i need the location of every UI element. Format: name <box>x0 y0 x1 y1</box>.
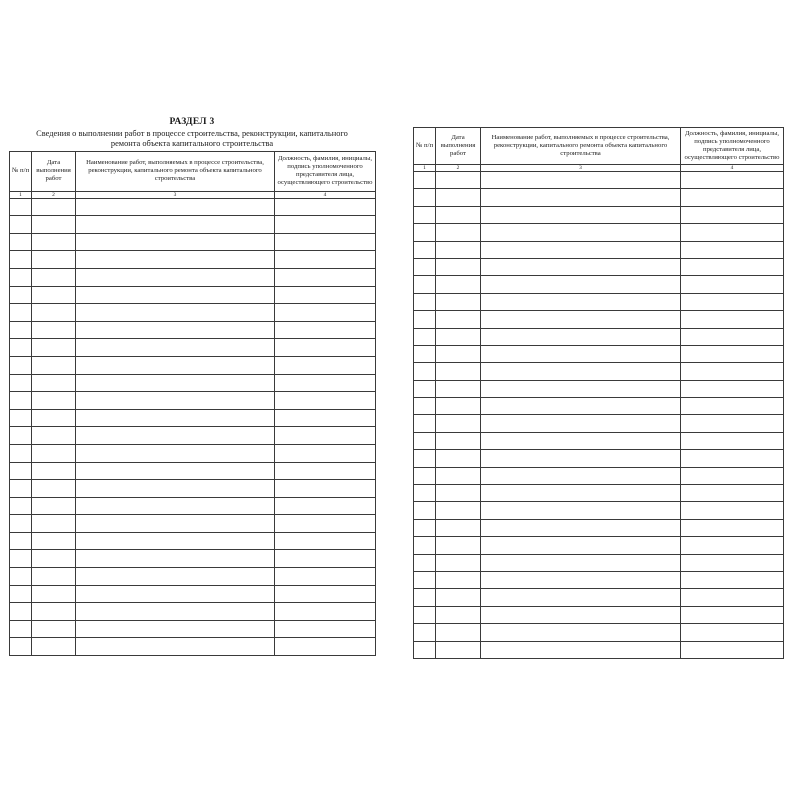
cell-representative-signature[interactable] <box>275 532 376 550</box>
table-row <box>414 467 784 484</box>
cell-item-number[interactable] <box>414 189 436 206</box>
cell-work-name[interactable] <box>76 339 275 357</box>
right-table-body <box>414 172 784 659</box>
cell-representative-signature[interactable] <box>681 467 784 484</box>
cell-item-number[interactable] <box>10 233 32 251</box>
cell-work-name[interactable] <box>76 444 275 462</box>
table-row <box>414 224 784 241</box>
table-row <box>10 480 376 498</box>
works-log-table-right <box>413 127 784 659</box>
table-row <box>414 571 784 588</box>
cell-work-name[interactable] <box>76 286 275 304</box>
cell-representative-signature[interactable] <box>275 585 376 603</box>
cell-representative-signature[interactable] <box>275 321 376 339</box>
cell-work-date[interactable] <box>436 467 481 484</box>
cell-representative-signature[interactable] <box>681 450 784 467</box>
cell-work-date[interactable] <box>436 293 481 310</box>
table-row <box>414 624 784 641</box>
cell-item-number[interactable] <box>10 480 32 498</box>
cell-representative-signature[interactable] <box>681 571 784 588</box>
cell-representative-signature[interactable] <box>681 172 784 189</box>
cell-item-number[interactable] <box>10 374 32 392</box>
cell-representative-signature[interactable] <box>275 304 376 322</box>
cell-representative-signature[interactable] <box>275 480 376 498</box>
cell-work-date[interactable] <box>32 427 76 445</box>
table-row <box>10 198 376 216</box>
cell-work-name[interactable] <box>481 206 681 223</box>
cell-work-date[interactable] <box>436 606 481 623</box>
table-row <box>10 515 376 533</box>
header-work-name: Наименование работ, выполняемых в процессе строительства, реконструкции, капитального ремонта объекта капитального строительства <box>76 151 275 191</box>
table-row <box>414 380 784 397</box>
cell-representative-signature[interactable] <box>275 286 376 304</box>
cell-work-date[interactable] <box>32 286 76 304</box>
table-row <box>10 304 376 322</box>
cell-work-date[interactable] <box>32 515 76 533</box>
cell-item-number[interactable] <box>10 620 32 638</box>
cell-representative-signature[interactable] <box>681 189 784 206</box>
cell-item-number[interactable] <box>10 550 32 568</box>
right-page <box>413 127 783 659</box>
header-work-date: Дата выполнения работ <box>436 128 481 165</box>
column-number-3: 3 <box>481 165 681 172</box>
table-row <box>414 502 784 519</box>
cell-work-name[interactable] <box>481 502 681 519</box>
table-row <box>10 356 376 374</box>
table-row <box>10 462 376 480</box>
cell-work-name[interactable] <box>76 409 275 427</box>
cell-work-name[interactable] <box>76 515 275 533</box>
cell-work-name[interactable] <box>481 606 681 623</box>
table-row <box>10 409 376 427</box>
column-number-2: 2 <box>32 191 76 198</box>
cell-work-date[interactable] <box>436 554 481 571</box>
cell-work-name[interactable] <box>481 519 681 536</box>
header-work-name: Наименование работ, выполняемых в процессе строительства, реконструкции, капитального ремонта объекта капитального строительства <box>481 128 681 165</box>
table-row <box>10 550 376 568</box>
cell-work-name[interactable] <box>76 216 275 234</box>
cell-work-date[interactable] <box>436 398 481 415</box>
cell-work-name[interactable] <box>76 550 275 568</box>
header-item-number: № п/п <box>414 128 436 165</box>
cell-representative-signature[interactable] <box>681 519 784 536</box>
cell-work-name[interactable] <box>481 258 681 275</box>
cell-item-number[interactable] <box>414 589 436 606</box>
table-row <box>10 444 376 462</box>
cell-work-name[interactable] <box>481 485 681 502</box>
table-row <box>414 311 784 328</box>
cell-work-name[interactable] <box>481 641 681 658</box>
cell-item-number[interactable] <box>10 392 32 410</box>
cell-work-date[interactable] <box>32 233 76 251</box>
column-number-row <box>10 191 376 198</box>
cell-representative-signature[interactable] <box>275 444 376 462</box>
cell-representative-signature[interactable] <box>681 258 784 275</box>
table-row <box>414 485 784 502</box>
cell-work-name[interactable] <box>481 554 681 571</box>
cell-work-date[interactable] <box>436 363 481 380</box>
cell-item-number[interactable] <box>414 241 436 258</box>
cell-representative-signature[interactable] <box>681 293 784 310</box>
cell-work-date[interactable] <box>436 241 481 258</box>
cell-representative-signature[interactable] <box>275 216 376 234</box>
cell-work-date[interactable] <box>436 224 481 241</box>
works-log-table-left <box>9 151 376 656</box>
cell-representative-signature[interactable] <box>681 398 784 415</box>
cell-item-number[interactable] <box>414 224 436 241</box>
cell-work-date[interactable] <box>32 462 76 480</box>
cell-item-number[interactable] <box>414 206 436 223</box>
cell-work-date[interactable] <box>32 550 76 568</box>
cell-work-date[interactable] <box>436 380 481 397</box>
cell-work-date[interactable] <box>32 444 76 462</box>
column-number-1: 1 <box>10 191 32 198</box>
cell-item-number[interactable] <box>10 638 32 656</box>
cell-representative-signature[interactable] <box>681 624 784 641</box>
table-row <box>414 398 784 415</box>
cell-item-number[interactable] <box>10 198 32 216</box>
cell-work-date[interactable] <box>32 339 76 357</box>
cell-representative-signature[interactable] <box>681 641 784 658</box>
cell-work-date[interactable] <box>32 268 76 286</box>
cell-work-name[interactable] <box>481 345 681 362</box>
cell-representative-signature[interactable] <box>275 515 376 533</box>
cell-representative-signature[interactable] <box>681 589 784 606</box>
cell-work-name[interactable] <box>481 241 681 258</box>
table-row <box>10 638 376 656</box>
cell-item-number[interactable] <box>414 537 436 554</box>
table-row <box>414 450 784 467</box>
section-subtitle: Сведения о выполнении работ в процессе строительства, реконструкции, капитального ремонта объекта капитального строительства <box>36 129 348 148</box>
cell-representative-signature[interactable] <box>275 620 376 638</box>
cell-work-date[interactable] <box>32 603 76 621</box>
cell-representative-signature[interactable] <box>275 268 376 286</box>
table-row <box>414 276 784 293</box>
cell-representative-signature[interactable] <box>275 392 376 410</box>
cell-representative-signature[interactable] <box>275 638 376 656</box>
cell-item-number[interactable] <box>414 467 436 484</box>
table-row <box>10 427 376 445</box>
table-row <box>414 293 784 310</box>
table-row <box>414 206 784 223</box>
cell-work-date[interactable] <box>436 258 481 275</box>
table-row <box>414 641 784 658</box>
cell-item-number[interactable] <box>414 345 436 362</box>
cell-work-name[interactable] <box>481 328 681 345</box>
cell-item-number[interactable] <box>10 427 32 445</box>
cell-item-number[interactable] <box>414 328 436 345</box>
cell-item-number[interactable] <box>10 603 32 621</box>
table-row <box>414 345 784 362</box>
cell-representative-signature[interactable] <box>681 206 784 223</box>
cell-representative-signature[interactable] <box>681 554 784 571</box>
cell-work-name[interactable] <box>76 532 275 550</box>
column-number-2: 2 <box>436 165 481 172</box>
cell-work-date[interactable] <box>32 568 76 586</box>
cell-item-number[interactable] <box>414 380 436 397</box>
cell-item-number[interactable] <box>414 432 436 449</box>
column-number-4: 4 <box>681 165 784 172</box>
cell-work-date[interactable] <box>32 198 76 216</box>
cell-item-number[interactable] <box>414 311 436 328</box>
cell-work-name[interactable] <box>481 224 681 241</box>
cell-representative-signature[interactable] <box>275 568 376 586</box>
cell-representative-signature[interactable] <box>275 233 376 251</box>
cell-work-name[interactable] <box>76 356 275 374</box>
cell-work-name[interactable] <box>481 363 681 380</box>
cell-work-date[interactable] <box>436 206 481 223</box>
cell-work-name[interactable] <box>481 415 681 432</box>
cell-work-name[interactable] <box>76 497 275 515</box>
cell-item-number[interactable] <box>10 585 32 603</box>
section-title: РАЗДЕЛ 3 <box>169 117 215 127</box>
cell-work-name[interactable] <box>76 620 275 638</box>
cell-representative-signature[interactable] <box>275 339 376 357</box>
cell-work-date[interactable] <box>32 480 76 498</box>
table-row <box>10 497 376 515</box>
cell-work-name[interactable] <box>76 638 275 656</box>
cell-representative-signature[interactable] <box>275 409 376 427</box>
cell-work-date[interactable] <box>436 624 481 641</box>
table-row <box>414 537 784 554</box>
cell-representative-signature[interactable] <box>275 356 376 374</box>
cell-work-name[interactable] <box>76 568 275 586</box>
cell-work-date[interactable] <box>436 172 481 189</box>
table-row <box>414 328 784 345</box>
cell-work-name[interactable] <box>481 189 681 206</box>
table-row <box>10 268 376 286</box>
header-row <box>10 151 376 191</box>
cell-item-number[interactable] <box>414 258 436 275</box>
table-row <box>10 532 376 550</box>
cell-work-name[interactable] <box>481 571 681 588</box>
table-row <box>414 258 784 275</box>
cell-work-name[interactable] <box>76 480 275 498</box>
table-row <box>414 363 784 380</box>
cell-representative-signature[interactable] <box>681 363 784 380</box>
cell-work-date[interactable] <box>436 571 481 588</box>
table-row <box>414 241 784 258</box>
cell-representative-signature[interactable] <box>681 276 784 293</box>
cell-representative-signature[interactable] <box>681 224 784 241</box>
cell-representative-signature[interactable] <box>275 462 376 480</box>
cell-work-name[interactable] <box>481 432 681 449</box>
cell-work-date[interactable] <box>436 276 481 293</box>
cell-work-date[interactable] <box>32 251 76 269</box>
cell-item-number[interactable] <box>10 356 32 374</box>
cell-representative-signature[interactable] <box>275 550 376 568</box>
cell-representative-signature[interactable] <box>681 328 784 345</box>
cell-work-date[interactable] <box>32 374 76 392</box>
column-number-3: 3 <box>76 191 275 198</box>
table-row <box>10 286 376 304</box>
table-row <box>10 251 376 269</box>
cell-work-name[interactable] <box>481 624 681 641</box>
cell-work-name[interactable] <box>481 276 681 293</box>
cell-item-number[interactable] <box>10 216 32 234</box>
cell-representative-signature[interactable] <box>681 345 784 362</box>
cell-representative-signature[interactable] <box>681 606 784 623</box>
cell-work-name[interactable] <box>76 392 275 410</box>
left-page <box>9 116 375 656</box>
cell-work-name[interactable] <box>481 311 681 328</box>
cell-representative-signature[interactable] <box>681 311 784 328</box>
cell-item-number[interactable] <box>414 172 436 189</box>
cell-work-date[interactable] <box>436 537 481 554</box>
cell-work-date[interactable] <box>32 321 76 339</box>
cell-item-number[interactable] <box>414 363 436 380</box>
cell-work-name[interactable] <box>481 172 681 189</box>
header-item-number: № п/п <box>10 151 32 191</box>
cell-work-date[interactable] <box>436 415 481 432</box>
cell-work-date[interactable] <box>436 485 481 502</box>
cell-work-date[interactable] <box>436 519 481 536</box>
cell-work-date[interactable] <box>436 641 481 658</box>
cell-item-number[interactable] <box>10 444 32 462</box>
section-heading <box>9 116 375 149</box>
table-row <box>10 233 376 251</box>
cell-work-date[interactable] <box>436 589 481 606</box>
cell-item-number[interactable] <box>10 268 32 286</box>
cell-work-name[interactable] <box>76 374 275 392</box>
table-row <box>10 321 376 339</box>
cell-representative-signature[interactable] <box>275 497 376 515</box>
cell-work-name[interactable] <box>481 537 681 554</box>
cell-item-number[interactable] <box>414 450 436 467</box>
cell-item-number[interactable] <box>414 641 436 658</box>
table-row <box>414 554 784 571</box>
cell-item-number[interactable] <box>10 515 32 533</box>
cell-work-date[interactable] <box>32 620 76 638</box>
cell-work-name[interactable] <box>481 380 681 397</box>
header-work-date: Дата выполнения работ <box>32 151 76 191</box>
cell-work-name[interactable] <box>481 398 681 415</box>
cell-work-date[interactable] <box>436 328 481 345</box>
cell-work-date[interactable] <box>436 311 481 328</box>
cell-representative-signature[interactable] <box>275 251 376 269</box>
cell-item-number[interactable] <box>10 286 32 304</box>
cell-work-date[interactable] <box>32 585 76 603</box>
cell-work-date[interactable] <box>436 502 481 519</box>
table-row <box>10 603 376 621</box>
cell-work-date[interactable] <box>32 356 76 374</box>
cell-item-number[interactable] <box>10 568 32 586</box>
cell-work-name[interactable] <box>481 467 681 484</box>
cell-item-number[interactable] <box>10 321 32 339</box>
cell-work-date[interactable] <box>436 189 481 206</box>
cell-work-name[interactable] <box>481 293 681 310</box>
cell-item-number[interactable] <box>414 276 436 293</box>
cell-item-number[interactable] <box>414 293 436 310</box>
table-row <box>414 432 784 449</box>
cell-work-name[interactable] <box>76 462 275 480</box>
table-row <box>10 568 376 586</box>
cell-item-number[interactable] <box>414 502 436 519</box>
table-row <box>414 519 784 536</box>
cell-item-number[interactable] <box>414 624 436 641</box>
table-row <box>10 216 376 234</box>
cell-item-number[interactable] <box>10 409 32 427</box>
cell-work-name[interactable] <box>76 304 275 322</box>
table-row <box>10 392 376 410</box>
table-row <box>10 585 376 603</box>
cell-work-name[interactable] <box>76 321 275 339</box>
left-table-body <box>10 198 376 655</box>
header-row <box>414 128 784 165</box>
cell-representative-signature[interactable] <box>681 485 784 502</box>
cell-item-number[interactable] <box>414 398 436 415</box>
cell-work-date[interactable] <box>436 345 481 362</box>
table-row <box>414 172 784 189</box>
cell-work-name[interactable] <box>76 603 275 621</box>
column-number-row <box>414 165 784 172</box>
cell-representative-signature[interactable] <box>275 374 376 392</box>
cell-work-date[interactable] <box>32 304 76 322</box>
table-row <box>414 415 784 432</box>
header-representative: Должность, фамилия, инициалы, подпись уполномоченного представителя лица, осуществляющего строительство <box>681 128 784 165</box>
cell-item-number[interactable] <box>414 554 436 571</box>
cell-work-date[interactable] <box>436 450 481 467</box>
cell-work-name[interactable] <box>76 268 275 286</box>
cell-work-name[interactable] <box>76 233 275 251</box>
cell-item-number[interactable] <box>414 571 436 588</box>
cell-work-date[interactable] <box>32 497 76 515</box>
cell-work-name[interactable] <box>76 585 275 603</box>
cell-item-number[interactable] <box>10 462 32 480</box>
cell-representative-signature[interactable] <box>681 380 784 397</box>
cell-work-date[interactable] <box>32 216 76 234</box>
cell-work-date[interactable] <box>32 409 76 427</box>
cell-item-number[interactable] <box>414 606 436 623</box>
cell-work-date[interactable] <box>436 432 481 449</box>
cell-representative-signature[interactable] <box>681 432 784 449</box>
table-row <box>414 589 784 606</box>
table-row <box>414 606 784 623</box>
column-number-4: 4 <box>275 191 376 198</box>
cell-work-name[interactable] <box>481 450 681 467</box>
cell-item-number[interactable] <box>10 532 32 550</box>
table-row <box>10 339 376 357</box>
cell-representative-signature[interactable] <box>681 537 784 554</box>
table-row <box>10 620 376 638</box>
cell-work-name[interactable] <box>76 251 275 269</box>
cell-representative-signature[interactable] <box>681 502 784 519</box>
cell-work-date[interactable] <box>32 392 76 410</box>
cell-item-number[interactable] <box>10 251 32 269</box>
header-representative: Должность, фамилия, инициалы, подпись уполномоченного представителя лица, осуществляющего строительство <box>275 151 376 191</box>
cell-item-number[interactable] <box>414 415 436 432</box>
cell-representative-signature[interactable] <box>681 415 784 432</box>
cell-item-number[interactable] <box>414 485 436 502</box>
cell-item-number[interactable] <box>414 519 436 536</box>
cell-work-name[interactable] <box>481 589 681 606</box>
table-row <box>414 189 784 206</box>
cell-work-name[interactable] <box>76 427 275 445</box>
cell-item-number[interactable] <box>10 339 32 357</box>
cell-item-number[interactable] <box>10 497 32 515</box>
cell-representative-signature[interactable] <box>275 427 376 445</box>
cell-representative-signature[interactable] <box>275 603 376 621</box>
cell-item-number[interactable] <box>10 304 32 322</box>
cell-work-name[interactable] <box>76 198 275 216</box>
cell-representative-signature[interactable] <box>681 241 784 258</box>
cell-work-date[interactable] <box>32 638 76 656</box>
table-row <box>10 374 376 392</box>
cell-work-date[interactable] <box>32 532 76 550</box>
column-number-1: 1 <box>414 165 436 172</box>
cell-representative-signature[interactable] <box>275 198 376 216</box>
